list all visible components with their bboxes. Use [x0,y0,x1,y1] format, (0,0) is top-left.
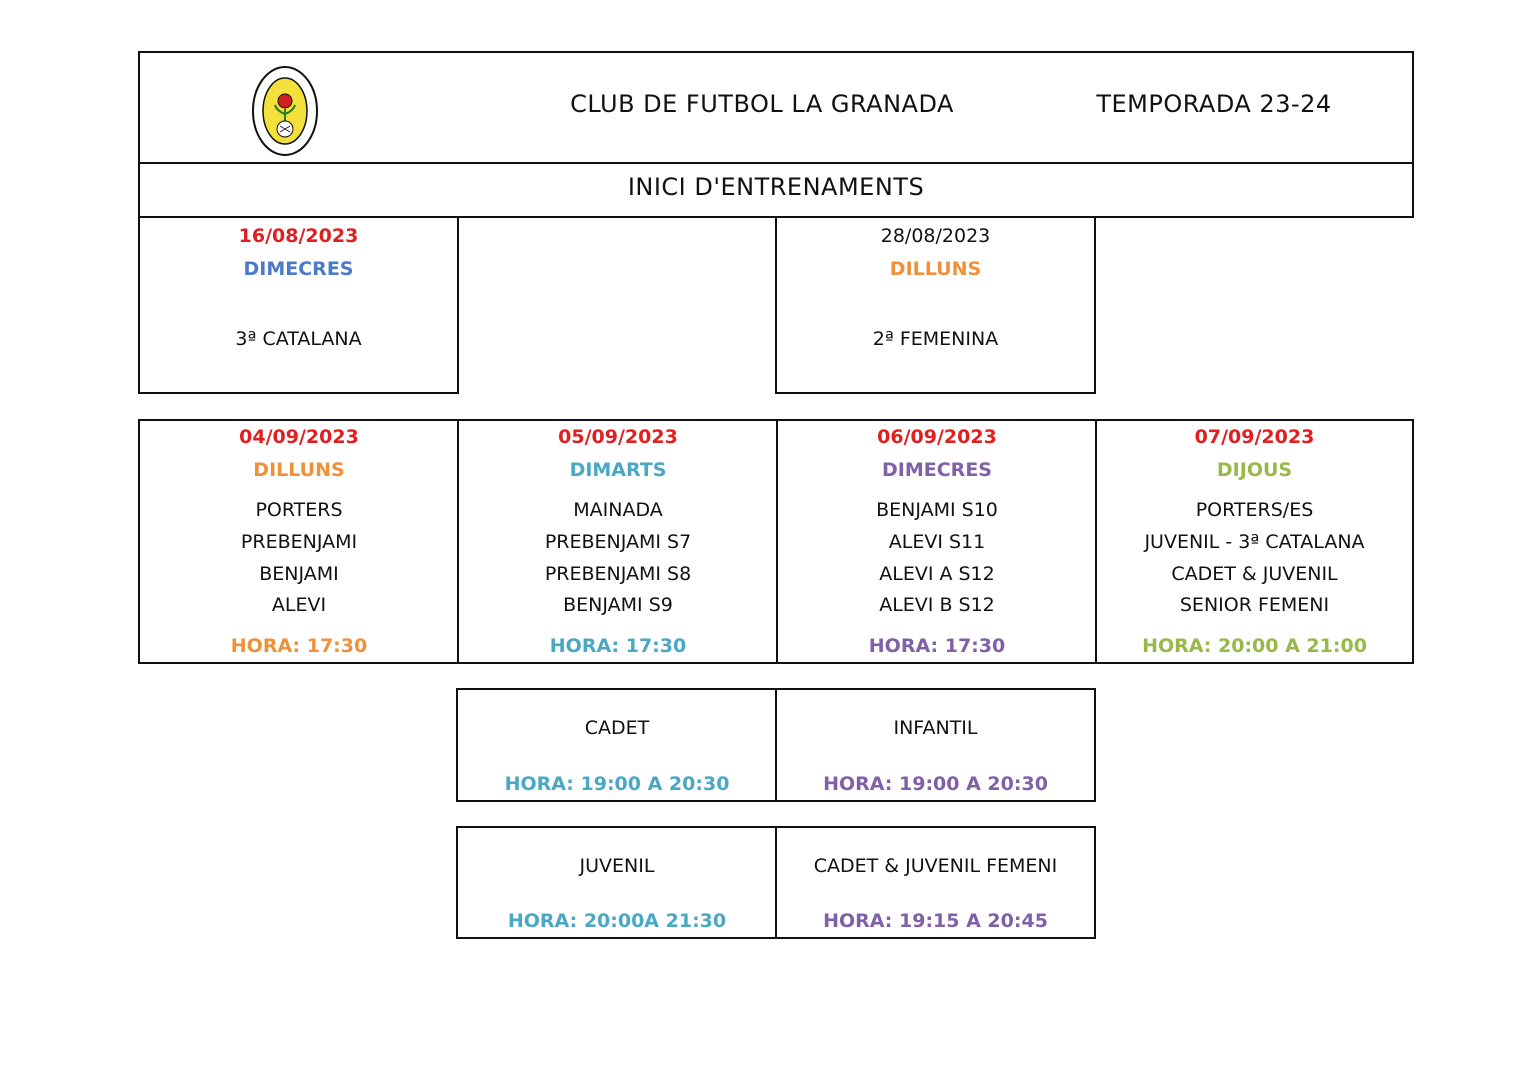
extra-cell-juvenil [458,828,776,937]
extra-table-2 [456,826,1096,939]
week-team: PORTERS [255,499,343,521]
extra-hour: HORA: 19:00 A 20:30 [504,773,730,795]
extra-cell-infantil [777,690,1094,800]
header-divider [140,162,1412,164]
extra-team: CADET & JUVENIL FEMENI [813,855,1058,877]
extra-team: CADET [584,717,650,739]
extra-hour: HORA: 20:00A 21:30 [507,910,727,932]
club-logo [251,65,319,157]
week-date: 04/09/2023 [239,426,359,448]
start-date: 16/08/2023 [238,225,359,247]
week-team: BENJAMI S10 [876,499,998,521]
start-cell-1 [138,216,459,394]
week-col-tuesday [459,421,777,662]
season-label: TEMPORADA 23-24 [1096,90,1332,118]
week-team: CADET & JUVENIL [1171,563,1338,585]
start-date: 28/08/2023 [880,225,991,247]
week-col-thursday [1097,421,1412,662]
header-box [138,51,1414,218]
club-name: CLUB DE FUTBOL LA GRANADA [570,90,954,118]
week-team: ALEVI B S12 [879,594,995,616]
week-col-monday [140,421,458,662]
start-team: 3ª CATALANA [235,328,362,350]
club-crest-icon [251,65,319,157]
extra-cell-cadet-juvenil-femeni [777,828,1094,937]
week-day: DIMARTS [569,459,667,481]
week-day: DIMECRES [882,459,992,481]
start-team: 2ª FEMENINA [872,328,999,350]
week-team: PREBENJAMI S7 [544,531,692,553]
extra-team: INFANTIL [893,717,978,739]
week-team: ALEVI A S12 [879,563,995,585]
week-team: ALEVI S11 [888,531,986,553]
week-hour: HORA: 20:00 A 21:00 [1142,635,1367,657]
week-date: 06/09/2023 [877,426,997,448]
week-team: JUVENIL - 3ª CATALANA [1144,531,1365,553]
extra-hour: HORA: 19:15 A 20:45 [823,910,1048,932]
start-day: DILLUNS [889,258,982,280]
week-date: 05/09/2023 [558,426,678,448]
week-team: PORTERS/ES [1195,499,1314,521]
section-title: INICI D'ENTRENAMENTS [627,173,925,201]
week-hour: HORA: 17:30 [868,635,1006,657]
week-team: PREBENJAMI [240,531,358,553]
week-hour: HORA: 17:30 [230,635,368,657]
week-date: 07/09/2023 [1194,426,1315,448]
week-hour: HORA: 17:30 [549,635,687,657]
week-day: DIJOUS [1216,459,1293,481]
week-team: SENIOR FEMENI [1179,594,1330,616]
week-team: PREBENJAMI S8 [544,563,692,585]
extra-cell-cadet [458,690,776,800]
week-team: BENJAMI [259,563,339,585]
start-day: DIMECRES [243,258,354,280]
extra-hour: HORA: 19:00 A 20:30 [823,773,1048,795]
week-col-wednesday [778,421,1096,662]
extra-table-1 [456,688,1096,802]
week-table [138,419,1414,664]
week-team: ALEVI [271,594,327,616]
week-team: MAINADA [573,499,663,521]
extra-team: JUVENIL [579,855,655,877]
start-cell-2 [775,216,1096,394]
week-team: BENJAMI S9 [563,594,673,616]
week-day: DILLUNS [253,459,345,481]
